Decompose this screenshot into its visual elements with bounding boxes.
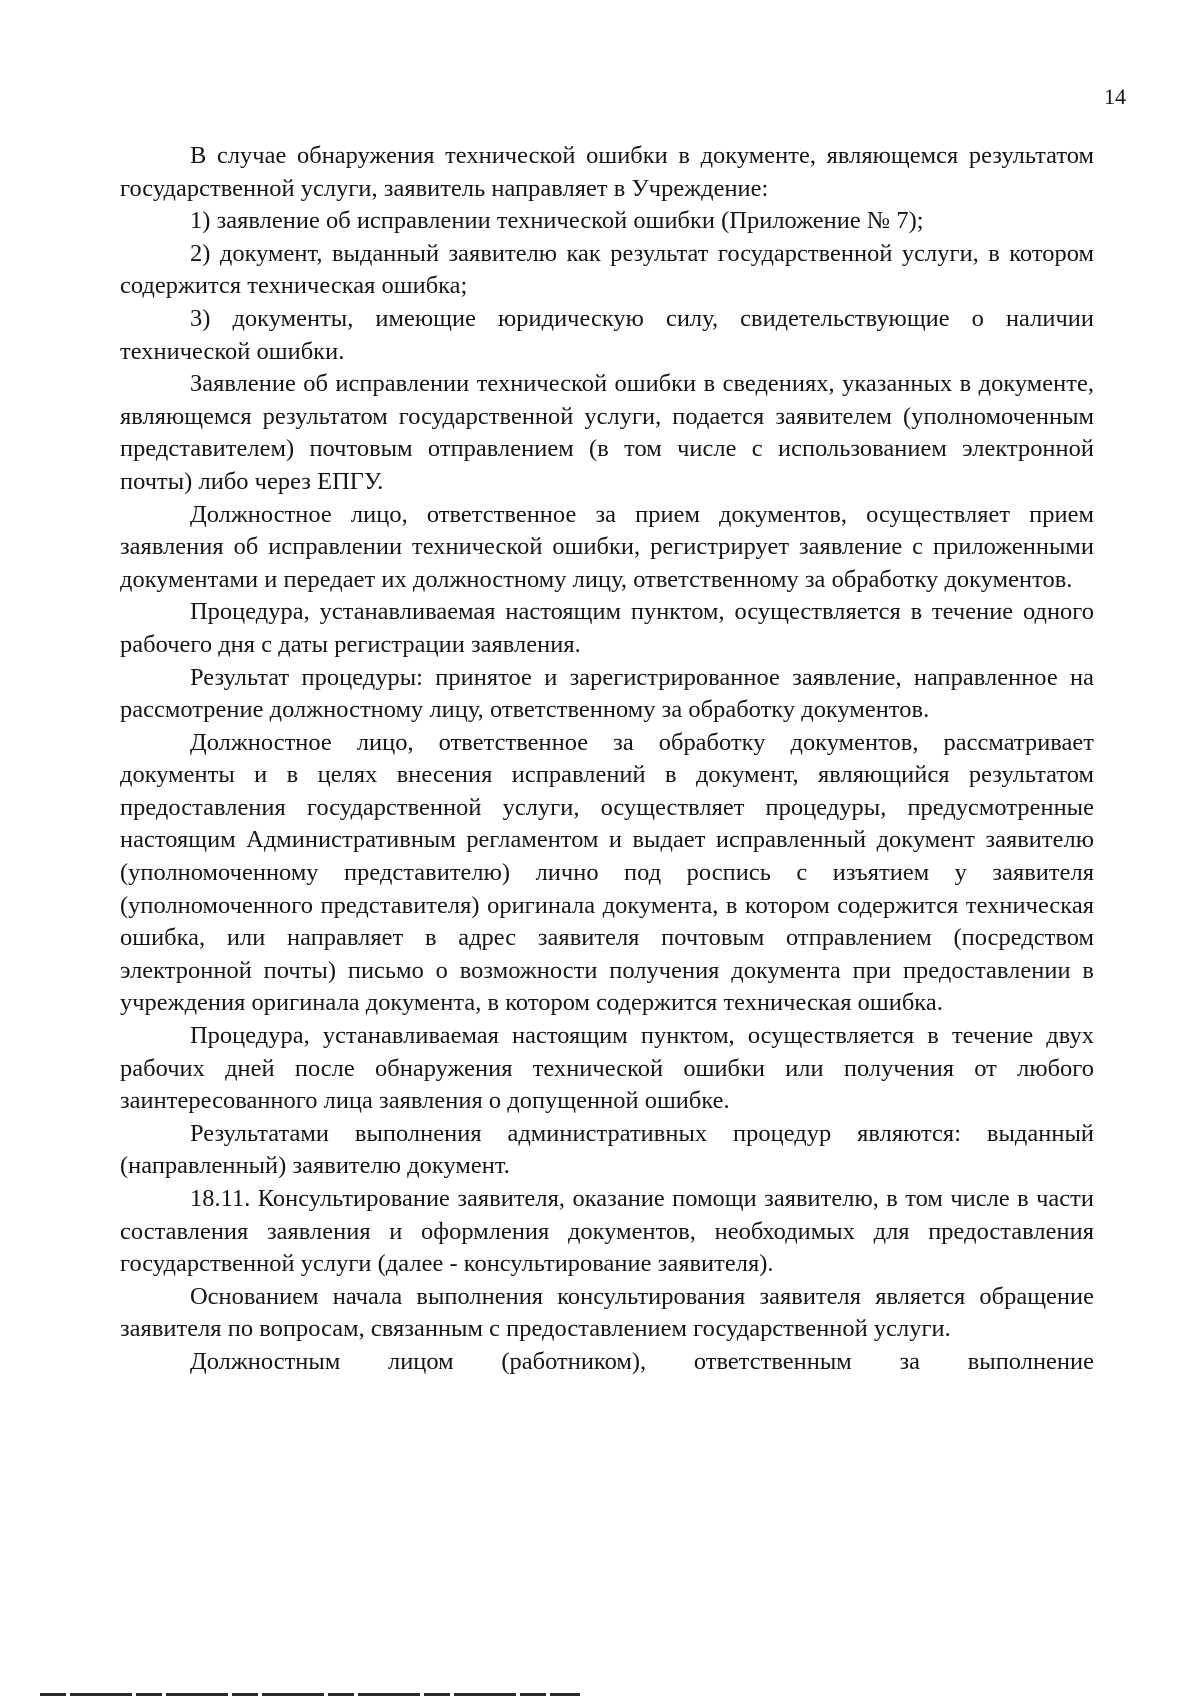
paragraph: Должностное лицо, ответственное за обработку документов, рассматривает документы и в целях внесения исправлений в документ, являющийся результатом предоставления государственной услуги, осуществляет процедуры, предусмотренные настоящим Административным регламентом и выдает исправленный документ заявителю (уполномоченному представителю) лично под роспись с изъятием у заявителя (уполномоченного представителя) оригинала документа, в котором содержится техническая ошибка, или направляет в адрес заявителя почтовым отправлением (посредством электронной почты) письмо о возможности получения документа при предоставлении в учреждения оригинала документа, в котором содержится техническая ошибка. <box>120 728 1094 1017</box>
page-number: 14 <box>1104 84 1126 109</box>
paragraph: Заявление об исправлении технической ошибки в сведениях, указанных в документе, являющемся результатом государственной услуги, подается заявителем (уполномоченным представителем) почтовым отправлением (в том числе с использованием электронной почты) либо через ЕПГУ. <box>120 370 1094 495</box>
paragraph: В случае обнаружения технической ошибки в документе, являющемся результатом государственной услуги, заявитель направляет в Учреждение: <box>120 142 1094 202</box>
document-body <box>120 140 1094 1379</box>
paragraph: Результатами выполнения административных процедур являются: выданный (направленный) заявителю документ. <box>120 1119 1094 1180</box>
paragraph: 2) документ, выданный заявителю как результат государственной услуги, в котором содержится техническая ошибка; <box>120 239 1094 300</box>
paragraph: Процедура, устанавливаемая настоящим пунктом, осуществляется в течение двух рабочих дней после обнаружения технической ошибки или получения от любого заинтересованного лица заявления о допущенной ошибке. <box>120 1022 1094 1115</box>
paragraph-continued: Должностным лицом (работником), ответственным за выполнение <box>190 1347 1094 1375</box>
paragraph: Основанием начала выполнения консультирования заявителя является обращение заявителя по вопросам, связанным с предоставлением государственной услуги. <box>120 1282 1094 1343</box>
paragraph: Процедура, устанавливаемая настоящим пунктом, осуществляется в течение одного рабочего дня с даты регистрации заявления. <box>120 598 1094 658</box>
paragraph: 3) документы, имеющие юридическую силу, свидетельствующие о наличии технической ошибки. <box>120 304 1094 365</box>
paragraph: 18.11. Консультирование заявителя, оказание помощи заявителю, в том числе в части составления заявления и оформления документов, необходимых для предоставления государственной услуги (далее - консультирование заявителя). <box>120 1185 1094 1278</box>
scan-edge-line <box>40 1693 580 1696</box>
paragraph: 1) заявление об исправлении технической ошибки (Приложение № 7); <box>190 207 924 235</box>
paragraph: Результат процедуры: принятое и зарегистрированное заявление, направленное на рассмотрение должностному лицу, ответственному за обработку документов. <box>120 663 1094 724</box>
paragraph: Должностное лицо, ответственное за прием документов, осуществляет прием заявления об исправлении технической ошибки, регистрирует заявление с приложенными документами и передает их должностному лицу, ответственному за обработку документов. <box>120 500 1094 593</box>
